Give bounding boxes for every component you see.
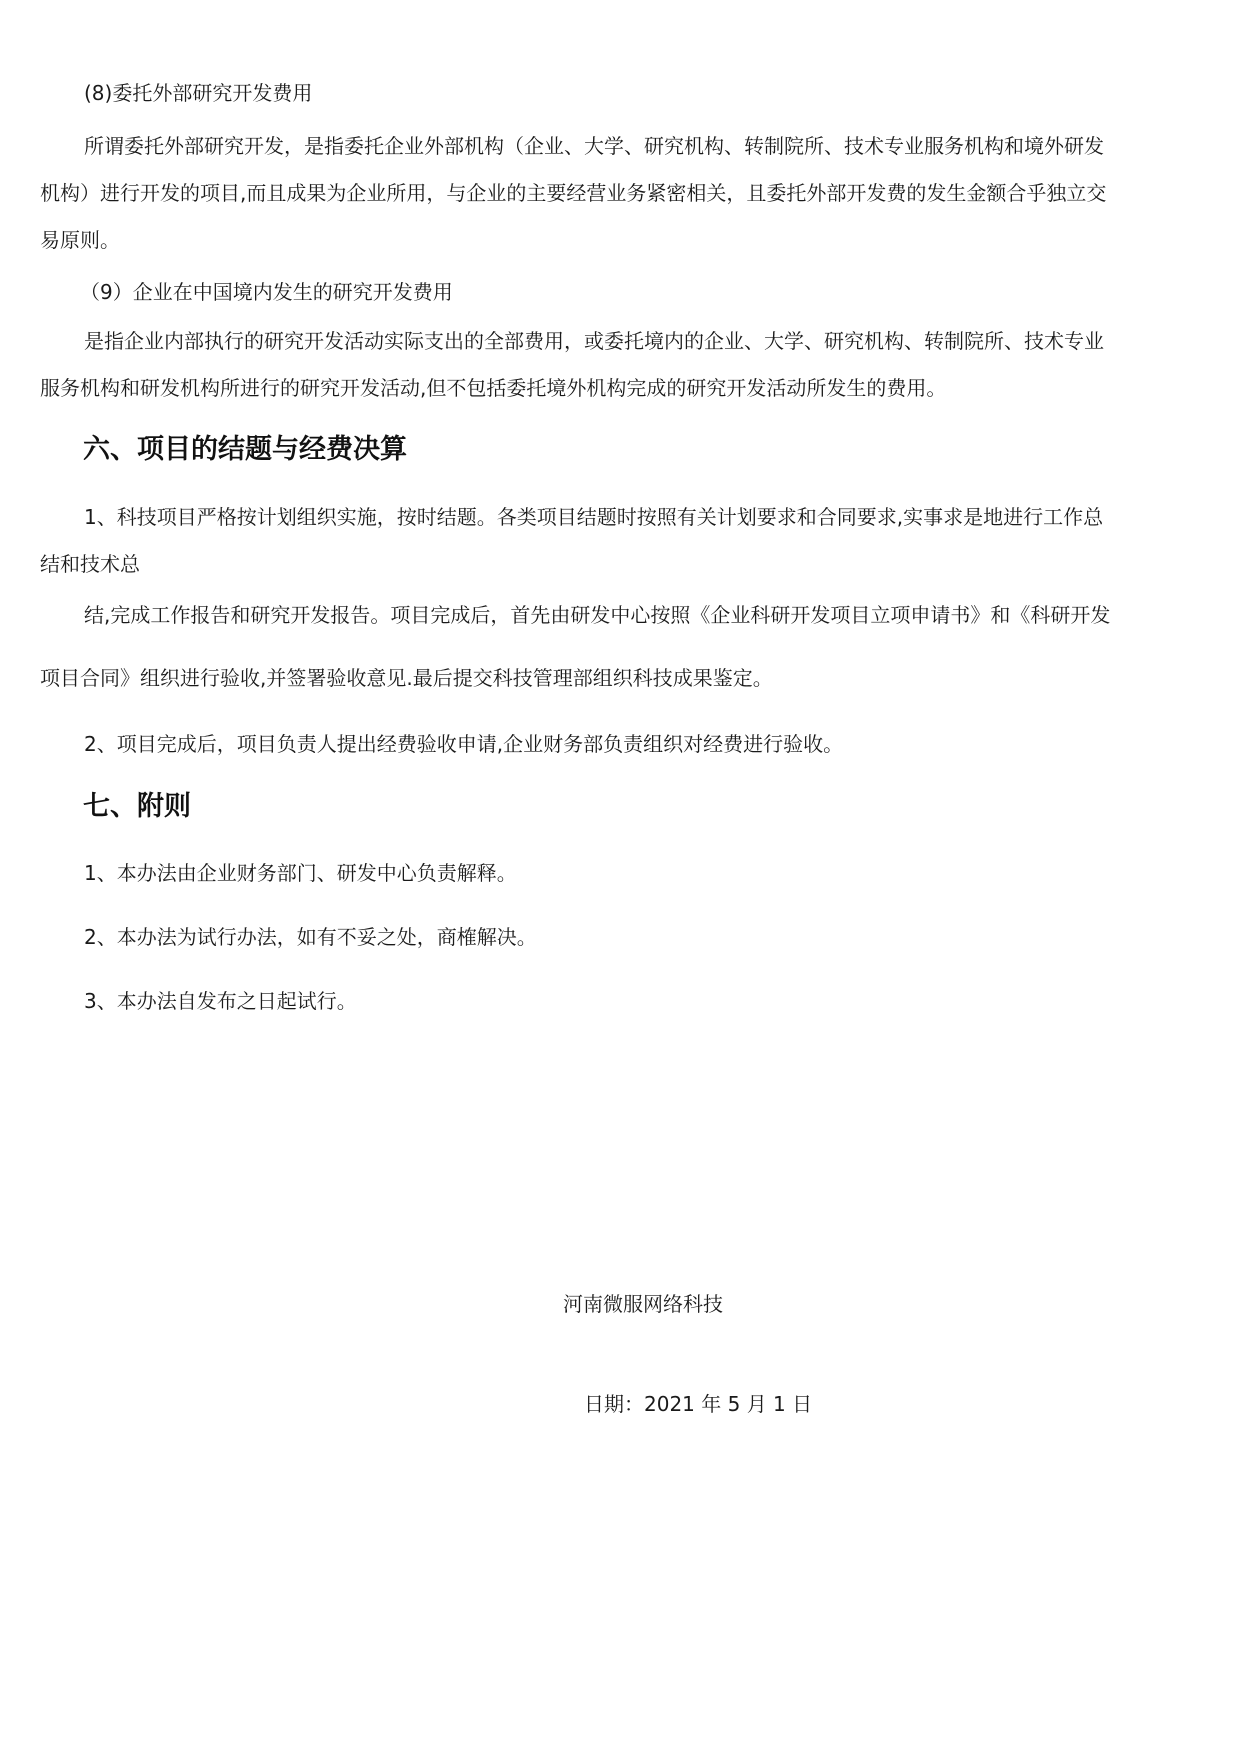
section-6-item-1-line-3: 结,完成工作报告和研究开发报告。项目完成后，首先由研发中心按照《企业科研开发项目立项申请书》和《科研开发 [84, 603, 1111, 627]
company-name: 河南微服网络科技 [563, 1292, 723, 1316]
section-6-item-1-line-4: 项目合同》组织进行验收,并签署验收意见.最后提交科技管理部组织科技成果鉴定。 [40, 666, 773, 690]
section-6-item-1-line-1: 1、科技项目严格按计划组织实施，按时结题。各类项目结题时按照有关计划要求和合同要求,实事求是地进行工作总 [84, 505, 1104, 529]
signature-date: 日期：2021 年 5 月 1 日 [584, 1392, 813, 1416]
section-6-item-1-line-2: 结和技术总 [40, 552, 140, 576]
section-7-item-1: 1、本办法由企业财务部门、研发中心负责解释。 [84, 861, 517, 885]
subsection-9-line-1: 是指企业内部执行的研究开发活动实际支出的全部费用，或委托境内的企业、大学、研究机构、转制院所、技术专业 [84, 329, 1104, 353]
section-7-item-3: 3、本办法自发布之日起试行。 [84, 989, 357, 1013]
subsection-9-title: （9）企业在中国境内发生的研究开发费用 [80, 280, 453, 304]
subsection-8-line-1: 所谓委托外部研究开发，是指委托企业外部机构（企业、大学、研究机构、转制院所、技术专业服务机构和境外研发 [84, 134, 1104, 158]
subsection-8-line-3: 易原则。 [40, 228, 120, 252]
section-7-heading: 七、附则 [83, 791, 191, 822]
section-7-item-2: 2、本办法为试行办法，如有不妥之处，商榷解决。 [84, 925, 537, 949]
section-6-item-2: 2、项目完成后，项目负责人提出经费验收申请,企业财务部负责组织对经费进行验收。 [84, 732, 844, 756]
subsection-8-title: (8)委托外部研究开发费用 [84, 81, 313, 105]
subsection-8-line-2: 机构）进行开发的项目,而且成果为企业所用，与企业的主要经营业务紧密相关，且委托外部开发费的发生金额合乎独立交 [40, 181, 1107, 205]
section-6-heading: 六、项目的结题与经费决算 [83, 434, 407, 465]
subsection-9-line-2: 服务机构和研发机构所进行的研究开发活动,但不包括委托境外机构完成的研究开发活动所发生的费用。 [40, 376, 947, 400]
